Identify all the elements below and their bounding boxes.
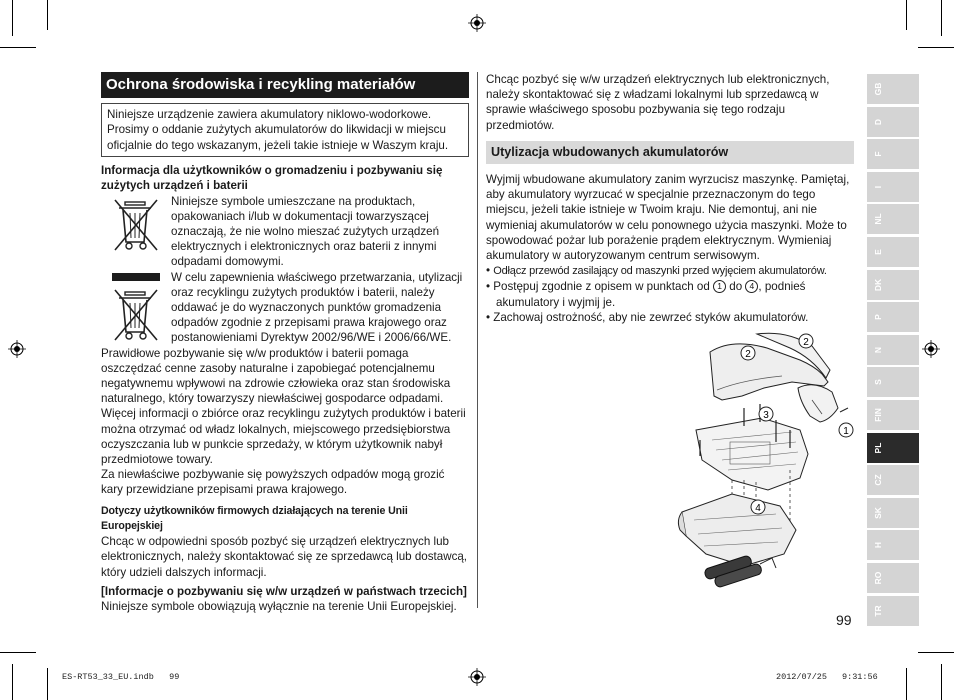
intro-paragraph: Chcąc pozbyć się w/w urządzeń elektrycznych lub elektronicznych, należy skontaktować się z władzami lokalnymi lub sprzedawcą w sprawie właściwego sposobu pozbywania się tego rodzaju przedmiotów.	[486, 73, 830, 132]
diagram-label: 2	[803, 337, 809, 348]
crop-mark	[918, 652, 954, 653]
language-tab-label: SK	[873, 506, 883, 519]
crop-mark	[941, 0, 942, 36]
crop-mark	[0, 652, 36, 653]
registration-mark-icon	[468, 14, 486, 32]
column-divider	[477, 72, 478, 608]
right-column	[486, 72, 854, 325]
crop-mark	[941, 664, 942, 700]
bin-icon-container	[101, 270, 171, 346]
language-tab-sk	[867, 498, 919, 528]
disassembly-diagram	[672, 330, 862, 592]
section-heading: Utylizacja wbudowanych akumulatorów	[486, 141, 854, 164]
language-tab-label: P	[873, 314, 883, 320]
bullet-item: • Odłącz przewód zasilający od maszynki przed wyjęciem akumulatorów.	[486, 264, 827, 278]
language-tab-i	[867, 172, 919, 202]
page-number: 99	[836, 612, 852, 628]
symbol-text-2: W celu zapewnienia właściwego przetwarzania, utylizacji oraz recyklingu zużytych produktów i baterii, należy oddawać je do wyznaczonych punktów gromadzenia odpadów zgodnie z przepisami prawa krajowego oraz postanowieniami Dyrektyw 2002/96/WE i 2006/66/WE.	[171, 270, 463, 345]
bin-icon-container	[101, 194, 171, 270]
symbol-row-2	[101, 270, 469, 346]
crop-mark	[12, 0, 13, 36]
bullet-text: , podnieś akumulatory i wyjmij je.	[496, 280, 806, 309]
language-tab-label: DK	[873, 278, 883, 291]
section-heading: Ochrona środowiska i recykling materiałów	[101, 72, 469, 98]
language-tab-label: S	[873, 379, 883, 386]
language-tab-label: RO	[873, 571, 883, 585]
diagram-label: 3	[763, 410, 769, 421]
crop-mark	[47, 0, 48, 30]
crop-mark	[906, 668, 907, 700]
crop-mark	[918, 47, 954, 48]
language-tab-label: PL	[873, 442, 883, 453]
diagram-label: 2	[745, 349, 751, 360]
language-tab-dk	[867, 270, 919, 300]
language-tab-e	[867, 237, 919, 267]
language-tab-label: I	[873, 185, 883, 188]
crossed-bin-icon	[111, 286, 161, 346]
symbol-text-1: Niniejsze symbole umieszczane na produktach, opakowaniach i/lub w dokumentacji towarzyszącej oznaczają, że nie wolno mieszać zużytych urządzeń elektrycznych i elektronicznych oraz baterii z innymi odpadami domowymi.	[171, 194, 440, 269]
step-number: 4	[745, 280, 758, 293]
language-tab-ro	[867, 563, 919, 593]
footer-file: ES-RT53_33_EU.indb 99	[62, 672, 180, 682]
left-column	[101, 72, 469, 614]
bullet-item: • Postępuj zgodnie z opisem w punktach od 1 do 4 , podnieś akumulatory i wyjmij je.	[486, 280, 806, 309]
language-tab-fin	[867, 400, 919, 430]
crop-mark	[906, 0, 907, 30]
diagram-label: 4	[755, 503, 761, 514]
crop-mark	[12, 664, 13, 700]
language-tab-tr	[867, 596, 919, 626]
language-tab-label: CZ	[873, 474, 883, 486]
language-tab-label: F	[873, 151, 883, 157]
bullet-text: Zachowaj ostrożność, aby nie zewrzeć styków akumulatorów.	[493, 310, 809, 324]
language-tab-label: N	[873, 346, 883, 353]
language-tab-d	[867, 107, 919, 137]
crop-mark	[47, 668, 48, 700]
language-tab-f	[867, 139, 919, 169]
language-tab-cz	[867, 465, 919, 495]
language-tab-label: NL	[873, 213, 883, 226]
paragraph: Za niewłaściwe pozbywanie się powyższych odpadów mogą grozić kary przewidziane przepisami prawa krajowego.	[101, 468, 445, 497]
registration-mark-icon	[922, 340, 940, 358]
language-tabs	[867, 74, 919, 628]
third-countries-heading: [Informacje o pozbywaniu się w/w urządzeń w państwach trzecich]	[101, 584, 467, 598]
footer-date: 2012/07/25	[776, 672, 828, 682]
language-tab-label: E	[873, 249, 883, 255]
registration-mark-icon	[8, 340, 26, 358]
bullet-text: do	[726, 280, 746, 294]
language-tab-label: D	[873, 118, 883, 125]
bullet-item: • Zachowaj ostrożność, aby nie zewrzeć styków akumulatorów.	[486, 310, 809, 324]
footer-time: 9:31:56	[842, 672, 878, 682]
business-text: Chcąc w odpowiedni sposób pozbyć się urządzeń elektrycznych lub elektronicznych, należy skontaktować się ze sprzedawcą lub dostawcą, który udzieli dalszych informacji.	[101, 535, 468, 579]
language-tab-label: GB	[873, 82, 883, 96]
language-tab-h	[867, 530, 919, 560]
paragraph: Wyjmij wbudowane akumulatory zanim wyrzucisz maszynkę. Pamiętaj, aby akumulatory wyrzucać w specjalnie przeznaczonym do tego miejscu, jeżeli takie istnieje w Twoim kraju. Nie demontuj, ani nie wymieniaj akumulatorów w celu ponownego użycia maszynki. Może to spowodować pożar lub porażenie prądem elektrycznym. Wymieniaj akumulatory w autoryzowanym centrum serwisowym.	[486, 173, 850, 263]
paragraph: Prawidłowe pozbywanie się w/w produktów i baterii pomaga oszczędzać cenne zasoby naturalne i zapobiegać potencjalnemu negatywnemu wpływowi na zdrowie człowieka oraz stan środowiska naturalnego, który towarzyszy niewłaściwej gospodarce odpadami. Więcej informacji o zbiórce oraz recyklingu zużytych produktów i baterii można otrzymać od władz lokalnych, miejscowego przedsiębiorstwa oczyszczania lub w punkcie sprzedaży, w którym użytkownik nabył przedmiotowe towary.	[101, 346, 466, 467]
language-tab-nl	[867, 204, 919, 234]
bullet-text: Postępuj zgodnie z opisem w punktach od	[493, 280, 714, 294]
language-tab-label: H	[873, 542, 883, 549]
business-heading: Dotyczy użytkowników firmowych działających na terenie Unii Europejskiej	[101, 504, 408, 532]
language-tab-s	[867, 367, 919, 397]
crop-mark	[0, 47, 36, 48]
step-number: 1	[713, 280, 726, 293]
language-tab-n	[867, 335, 919, 365]
language-tab-pl	[867, 433, 919, 463]
language-tab-label: TR	[873, 604, 883, 617]
crossed-bin-icon	[111, 196, 161, 256]
diagram-label: 1	[843, 426, 849, 437]
language-tab-p	[867, 302, 919, 332]
third-countries-text: Niniejsze symbole obowiązują wyłącznie na terenie Unii Europejskiej.	[101, 599, 457, 613]
info-heading: Informacja dla użytkowników o gromadzeniu i pozbywaniu się zużytych urządzeń i baterii	[101, 164, 443, 193]
symbol-row-1	[101, 194, 469, 270]
registration-mark-icon	[468, 668, 486, 686]
language-tab-label: FIN	[873, 408, 883, 422]
battery-notice-box: Niniejsze urządzenie zawiera akumulatory niklowo-wodorkowe. Prosimy o oddanie zużytych akumulatorów do likwidacji w miejscu oficjalnie do tego wskazanym, jeżeli takie istnieje w Waszym kraju.	[101, 103, 469, 157]
bullet-text: Odłącz przewód zasilający od maszynki przed wyjęciem akumulatorów.	[493, 265, 827, 278]
language-tab-gb	[867, 74, 919, 104]
black-bar	[112, 273, 160, 281]
